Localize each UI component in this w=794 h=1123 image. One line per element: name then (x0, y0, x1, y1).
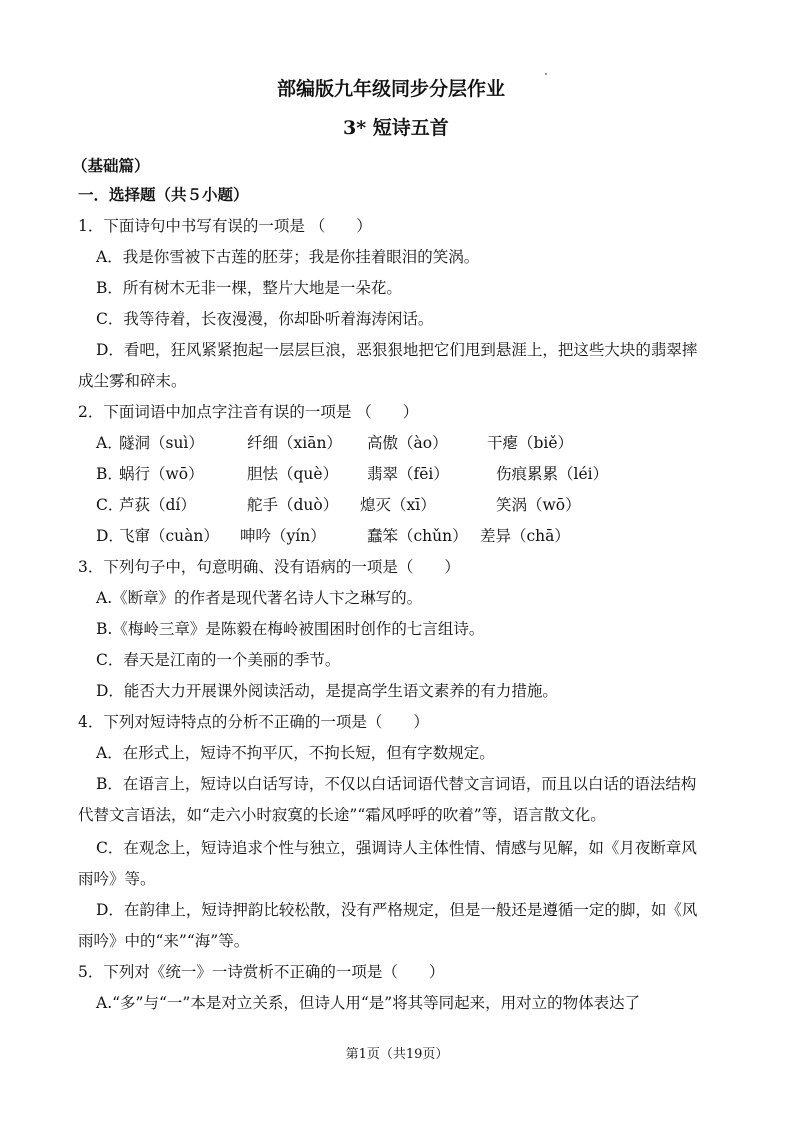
page-footer: 第1页（共19页） (345, 1047, 449, 1062)
q2-a-word4: 干瘪（biě） (487, 434, 574, 452)
q2-b-word1: 蜗行（wō） (119, 465, 204, 483)
q2-d-word1: 飞窜（cuàn） (119, 527, 219, 545)
q4-option-c: C．在观念上，短诗追求个性与独立，强调诗人主体性情、情感与见解，如《月夜断章风 (96, 839, 697, 857)
q2-row-a-label: A． (96, 434, 123, 452)
q2-c-word2: 舵手（duò） (247, 496, 339, 514)
q2-row-b-label: B． (96, 465, 123, 483)
q1-option-b: B．所有树木无非一棵，整片大地是一朵花。 (96, 279, 402, 297)
q2-row-c-label: C． (96, 496, 124, 514)
q4-option-c-cont: 雨吟》等。 (78, 870, 156, 888)
q2-d-word3: 蠢笨（chǔn） (367, 527, 468, 545)
q3-stem: 3．下列句子中，句意明确、没有语病的一项是（ ） (78, 558, 460, 576)
q3-option-c: C．春天是江南的一个美丽的季节。 (96, 651, 341, 669)
q4-option-a: A．在形式上，短诗不拘平仄，不拘长短，但有字数规定。 (96, 744, 495, 762)
section-heading: 一．选择题（共５小题） (78, 185, 249, 204)
q3-option-a: A.《断章》的作者是现代著名诗人卞之琳写的。 (96, 589, 423, 607)
q2-d-word2: 呻吟（yín） (240, 527, 326, 545)
q2-a-word2: 纤细（xiān） (247, 434, 342, 452)
q4-option-d-cont: 雨吟》中的“来”“海”等。 (78, 932, 250, 950)
q1-option-c: C．我等待着，长夜漫漫，你却卧听着海涛闲话。 (96, 310, 434, 328)
q4-option-b: B．在语言上，短诗以白话写诗，不仅以白话词语代替文言词语，而且以白话的语法结构 (96, 775, 697, 793)
q2-row-d-label: D． (96, 527, 124, 545)
q5-option-a: A.“多”与“一”本是对立关系，但诗人用“是”将其等同起来，用对立的物体表达了 (96, 994, 641, 1012)
q1-option-a: A．我是你雪被下古莲的胚芽；我是你挂着眼泪的笑涡。 (96, 248, 480, 266)
q2-a-word3: 高傲（ào） (367, 434, 448, 452)
lesson-title: 3* 短诗五首 (343, 117, 449, 139)
level-label: （基础篇） (72, 156, 150, 175)
q2-d-word4: 差异（chā） (480, 527, 570, 545)
q3-option-d: D．能否大力开展课外阅读活动，是提高学生语文素养的有力措施。 (96, 682, 558, 700)
scan-mark (545, 73, 547, 75)
q2-b-word3: 翡翠（fēi） (367, 465, 449, 483)
q4-option-b-cont: 代替文言语法，如“走六小时寂寞的长途”“霜风呼呼的吹着”等，语言散文化。 (78, 806, 606, 824)
q2-c-word4: 笑涡（wō） (496, 496, 581, 514)
q2-c-word1: 芦荻（dí） (119, 496, 196, 514)
q5-stem: 5．下列对《统一》一诗赏析不正确的一项是（ ） (78, 963, 445, 981)
q3-option-b: B.《梅岭三章》是陈毅在梅岭被围困时创作的七言组诗。 (96, 620, 485, 638)
q2-b-word4: 伤痕累累（léi） (496, 465, 609, 483)
doc-title: 部编版九年级同步分层作业 (277, 78, 506, 100)
q4-stem: 4．下列对短诗特点的分析不正确的一项是（ ） (78, 713, 429, 731)
q4-option-d: D．在韵律上，短诗押韵比较松散，没有严格规定，但是一般还是遵循一定的脚，如《风 (96, 901, 698, 919)
q2-a-word1: 隧洞（suì） (119, 434, 204, 452)
q1-stem: 1．下面诗句中书写有误的一项是 （ ） (78, 217, 372, 235)
q2-b-word2: 胆怯（què） (247, 465, 339, 483)
q2-stem: 2．下面词语中加点字注音有误的一项是 （ ） (78, 403, 419, 421)
q1-option-d-cont: 成尘雾和碎末。 (78, 372, 187, 390)
q2-c-word3: 熄灭（xī） (360, 496, 436, 514)
q1-option-d: D．看吧，狂风紧紧抱起一层层巨浪，恶狠狠地把它们甩到悬涯上，把这些大块的翡翠摔 (96, 341, 698, 359)
